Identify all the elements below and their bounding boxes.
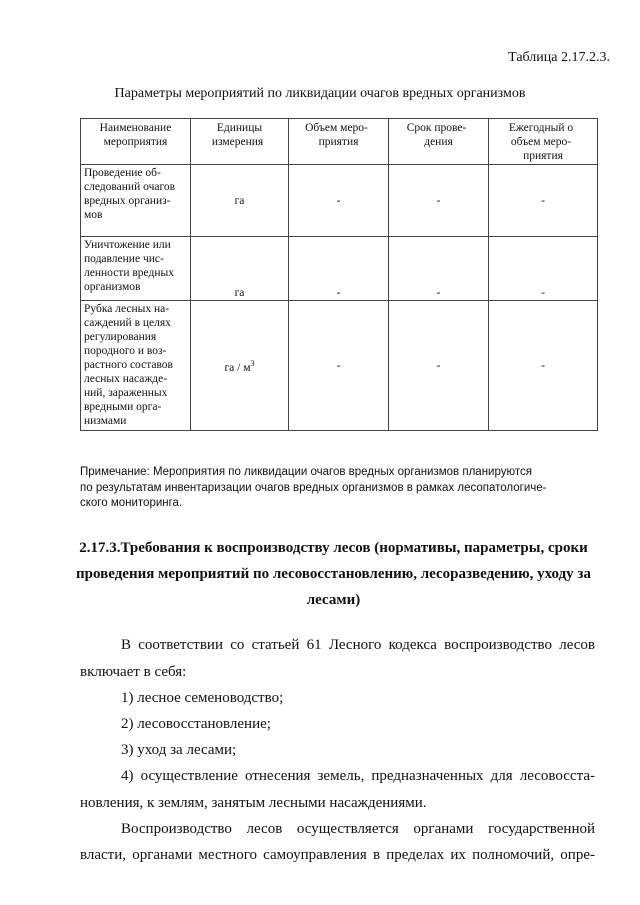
unit-text: га / м [224,361,251,374]
cell-annual: - [489,237,598,301]
heading-line: лесами) [306,592,361,608]
cell-unit: га [191,237,289,301]
list-item: 4) осуществление отнесения земель, предназначенных для лесовосста- [121,768,595,784]
cell-line: подавление чис- [84,253,164,265]
list-item: 2) лесовосстановление; [121,716,271,732]
header-line: объем меро- [510,136,572,148]
cell-line: вредных организ- [84,195,171,207]
intro-line: включает в себя: [80,664,187,680]
header-line: Срок прове- [406,122,467,134]
header-line: дения [424,136,453,148]
header-line: Единицы [216,122,263,134]
cell-line: регулирования [84,331,157,343]
heading-line: проведения мероприятий по лесовосстановлению, лесоразведению, уходу за [76,566,591,582]
table-title: Параметры мероприятий по ликвидации очагов вредных организмов [114,86,526,101]
cell-line: мов [84,209,103,221]
heading-line: 2.17.3.Требования к воспроизводству лесов (нормативы, параметры, сроки [79,540,588,556]
cell-measure-name [81,237,191,301]
cell-line: саждений в целях [84,317,171,329]
cell-volume: - [289,237,389,301]
header-term [389,119,489,165]
cell-measure-name [81,165,191,237]
header-volume [289,119,389,165]
table-row [81,165,598,237]
cell-term: - [389,237,489,301]
body-line: власти, органами местного самоуправления в пределах их полномочий, опре- [80,847,595,863]
list-item: 3) уход за лесами; [121,742,237,758]
table-row [81,301,598,431]
cell-line: растного составов [84,359,173,371]
cell-line: следований очагов [84,181,176,193]
header-line: Наименование [99,122,172,134]
header-units [191,119,289,165]
cell-line: ленности вредных [84,267,174,279]
intro-line: В соответствии со статьей 61 Лесного кодекса воспроизводство лесов [121,637,595,653]
header-line: мероприятия [103,136,168,148]
cell-unit: га [191,165,289,237]
header-line: Объем меро- [305,122,368,134]
header-line: Ежегодный о [508,122,574,134]
table-number: Таблица 2.17.2.3. [508,50,610,65]
unit-superscript: 3 [250,358,255,368]
cell-line: Уничтожение или [84,239,171,251]
table-row [81,237,598,301]
table-header-row [81,119,598,165]
note-line: ского мониторинга. [80,497,183,509]
cell-annual: - [489,165,598,237]
measures-table [80,118,598,431]
list-item: 1) лесное семеноводство; [121,690,284,706]
cell-volume: - [289,165,389,237]
cell-unit [191,301,289,431]
cell-term: - [389,301,489,431]
cell-line: Проведение об- [84,167,161,179]
note-line: по результатам инвентаризации очагов вредных организмов в рамках лесопатологиче- [80,481,547,494]
note-line: Примечание: Мероприятия по ликвидации очагов вредных организмов планируются [80,466,532,478]
header-annual [489,119,598,165]
cell-line: Рубка лесных на- [84,303,170,315]
cell-line: породного и воз- [84,345,167,357]
cell-line: вредными орга- [84,401,162,413]
cell-line: низмами [84,415,127,427]
list-item-continuation: новления, к землям, занятым лесными насаждениями. [80,795,427,811]
section-heading [72,535,595,613]
cell-line: организмов [84,281,141,293]
header-line: приятия [318,136,359,148]
header-measure-name [81,119,191,165]
header-line: приятия [523,150,563,162]
header-line: измерения [211,136,264,148]
cell-line: лесных насажде- [84,373,168,385]
cell-measure-name [81,301,191,431]
body-line: Воспроизводство лесов осуществляется органами государственной [121,821,595,837]
cell-line: ний, зараженных [84,387,168,399]
cell-annual: - [489,301,598,431]
cell-volume: - [289,301,389,431]
table-note [80,465,580,512]
cell-term: - [389,165,489,237]
